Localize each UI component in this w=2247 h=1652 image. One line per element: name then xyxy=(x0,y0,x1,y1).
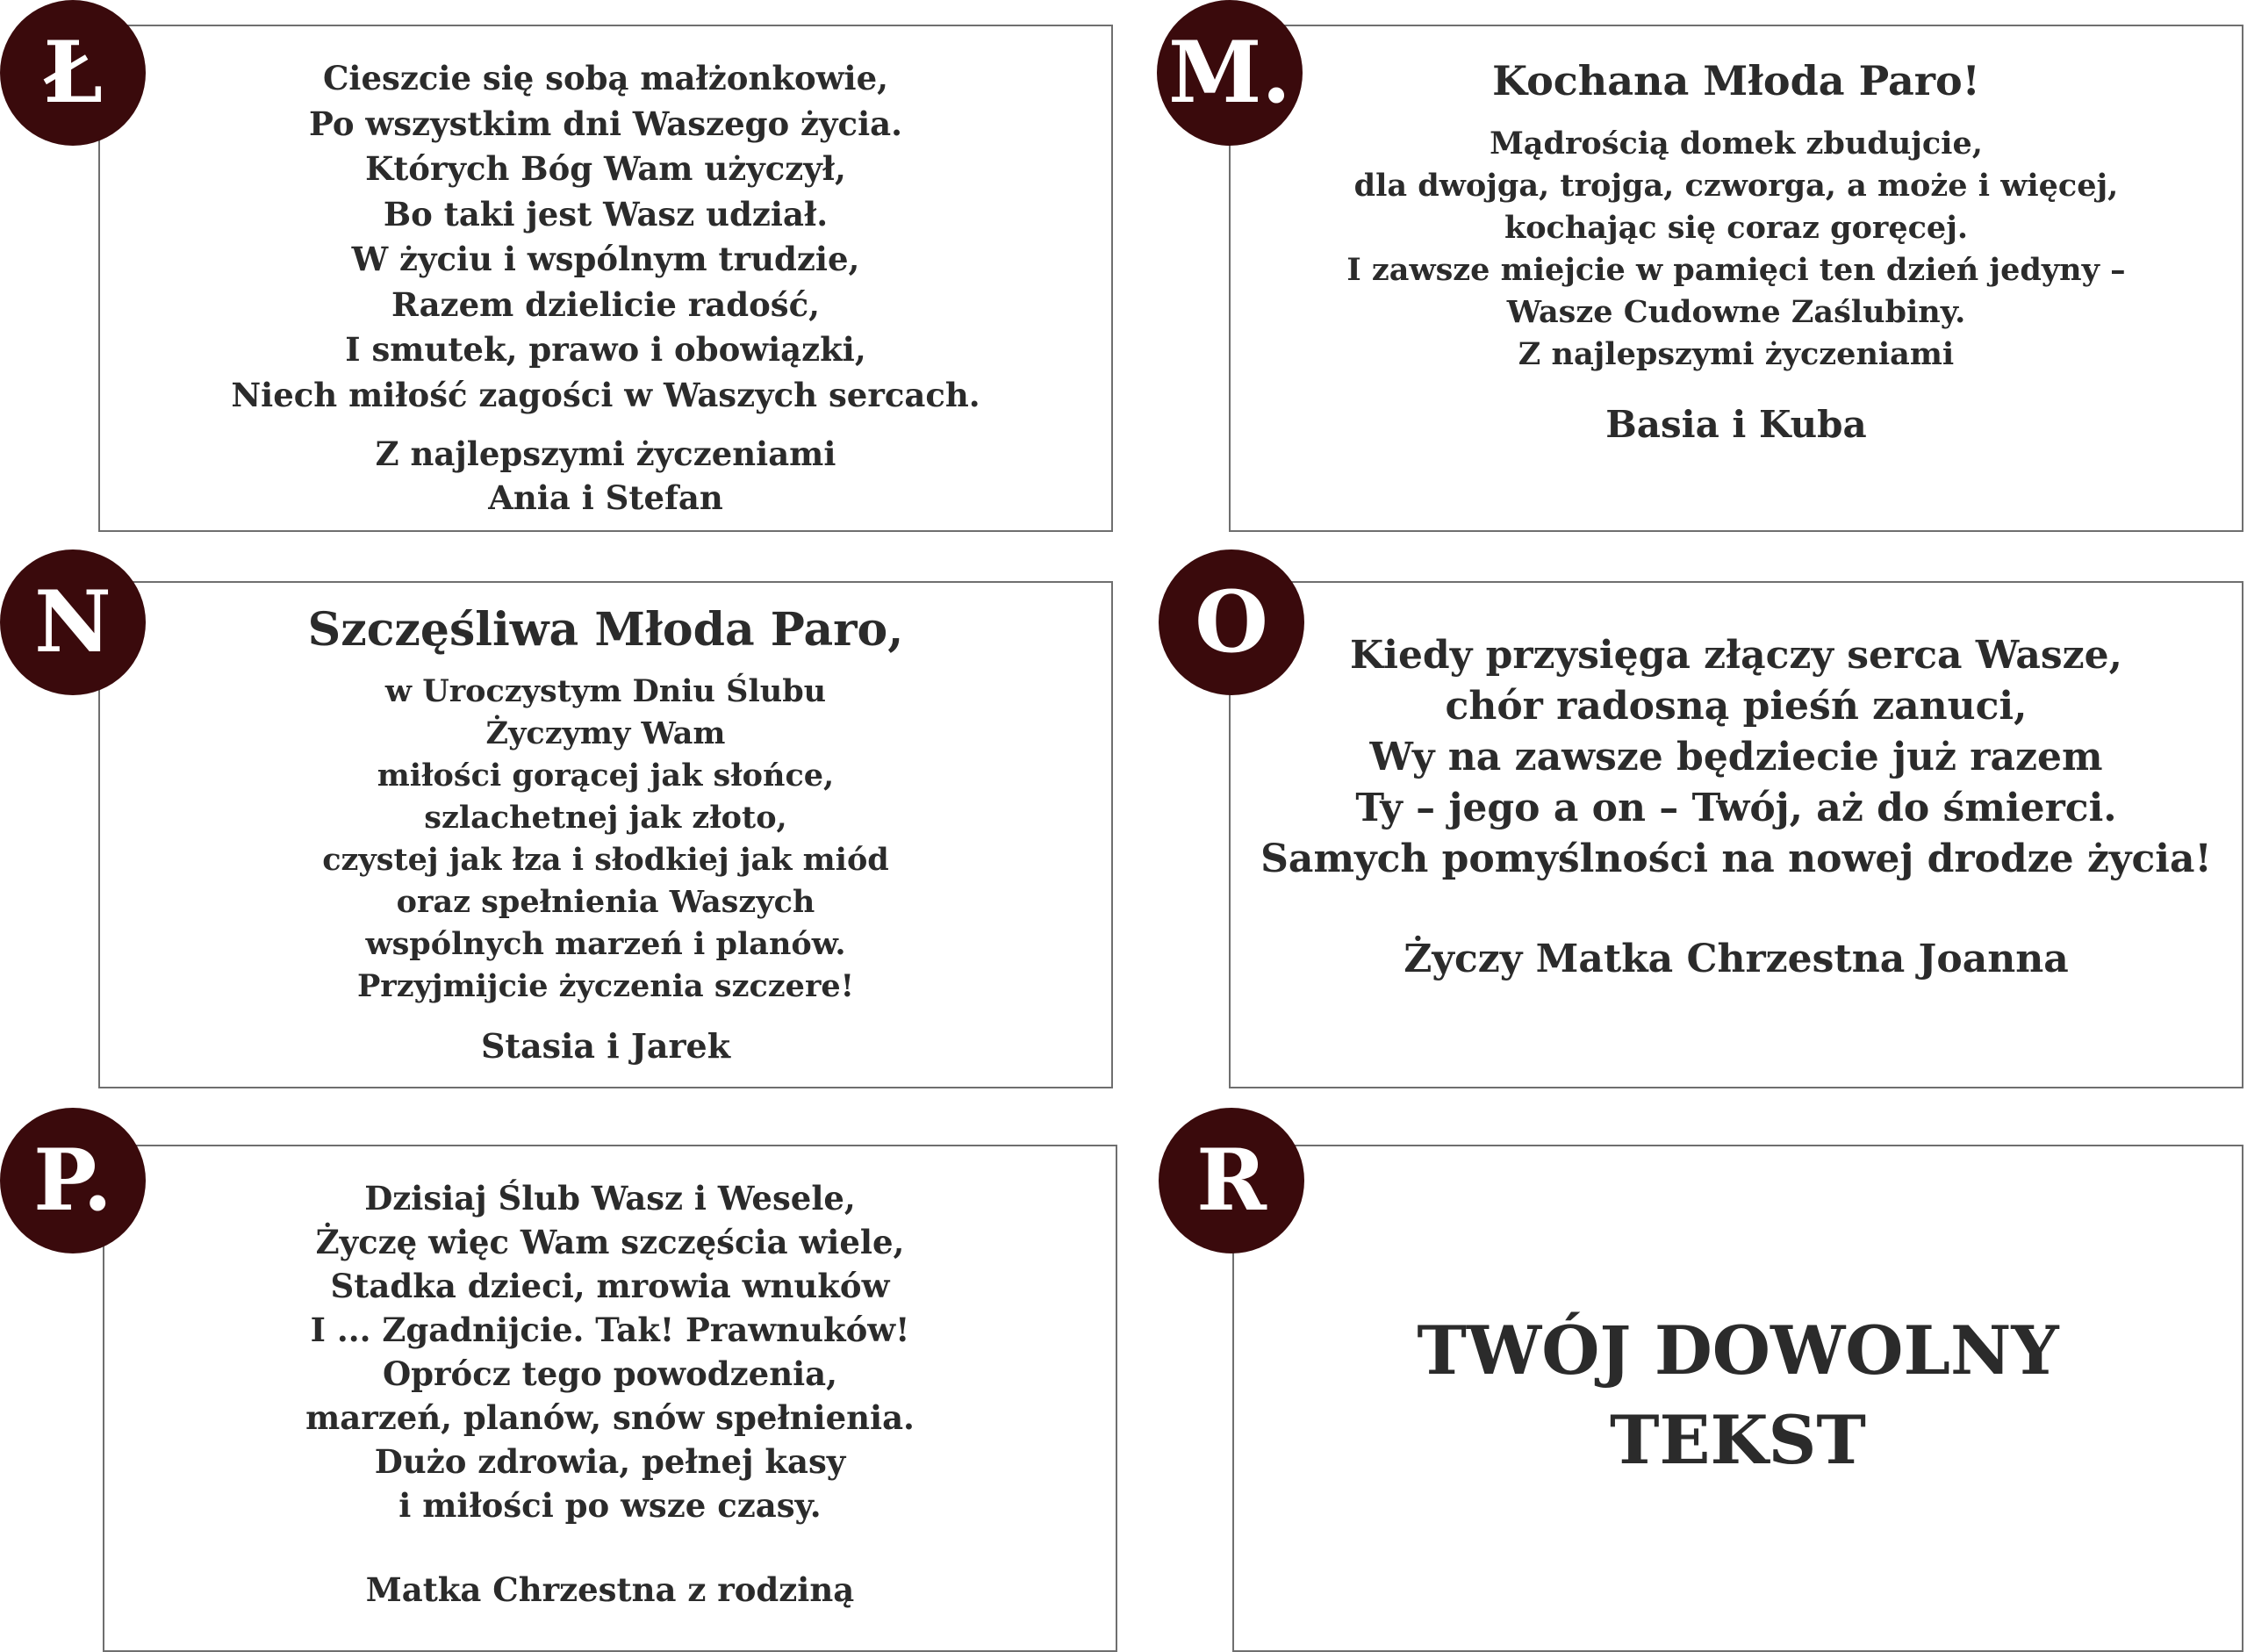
custom-text-line: TEKST xyxy=(1610,1401,1866,1479)
verse-line: i miłości po wsze czasy. xyxy=(398,1486,822,1525)
card-p-verse xyxy=(305,1176,915,1527)
verse-line: miłości gorącej jak słońce, xyxy=(377,758,835,794)
verse-line: Przyjmijcie życzenia szczere! xyxy=(356,968,855,1004)
card-o-signature xyxy=(1403,934,2068,985)
card-option-p[interactable] xyxy=(103,1145,1117,1652)
signature-line: Stasia i Jarek xyxy=(480,1026,731,1066)
verse-line: chór radosną pieśń zanuci, xyxy=(1445,684,2028,729)
verse-line: czystej jak łza i słodkiej jak miód xyxy=(322,842,889,878)
verse-line: Bo taki jest Wasz udział. xyxy=(383,194,829,233)
card-n-signature xyxy=(481,1024,730,1069)
card-option-m[interactable] xyxy=(1229,25,2243,532)
card-o-verse xyxy=(1260,630,2212,885)
verse-line: kochając się coraz goręcej. xyxy=(1504,210,1969,246)
signature-line: Basia i Kuba xyxy=(1605,403,1867,446)
badge-letter-o: O xyxy=(1159,549,1304,695)
verse-line: I smutek, prawo i obowiązki, xyxy=(345,330,866,369)
signature-line: Matka Chrzestna z rodziną xyxy=(365,1570,855,1609)
verse-line: oraz spełnienia Waszych xyxy=(396,884,815,920)
verse-line: Razem dzielicie radość, xyxy=(391,284,820,324)
verse-line: w Uroczystym Dniu Ślubu xyxy=(384,673,827,709)
verse-line: Dużo zdrowia, pełnej kasy xyxy=(374,1442,846,1481)
verse-line: Cieszcie się sobą małżonkowie, xyxy=(322,59,888,97)
verse-line: Wasze Cudowne Zaślubiny. xyxy=(1506,294,1966,330)
card-n-verse xyxy=(322,671,889,1008)
verse-line: Stadka dzieci, mrowia wnuków xyxy=(330,1267,890,1305)
card-n-title: Szczęśliwa Młoda Paro, xyxy=(307,603,904,657)
card-l-signature xyxy=(376,432,836,520)
card-m-title: Kochana Młoda Paro! xyxy=(1492,57,1980,104)
badge-letter-p: P. xyxy=(0,1108,146,1253)
signature-line: Z najlepszymi życzeniami xyxy=(375,435,836,473)
verse-line: I ... Zgadnijcie. Tak! Prawnuków! xyxy=(310,1311,910,1349)
verse-line: Niech miłość zagości w Waszych sercach. xyxy=(231,375,980,414)
verse-line: Których Bóg Wam użyczył, xyxy=(365,149,846,188)
verse-line: Oprócz tego powodzenia, xyxy=(382,1354,838,1393)
card-m-verse xyxy=(1346,123,2125,376)
card-option-r[interactable] xyxy=(1232,1145,2243,1652)
verse-line: Życzę więc Wam szczęścia wiele, xyxy=(315,1223,905,1261)
card-l-verse xyxy=(231,56,980,418)
verse-line: dla dwojga, trojga, czworga, a może i więcej, xyxy=(1353,168,2119,204)
card-option-l[interactable] xyxy=(98,25,1113,532)
verse-line: szlachetnej jak złoto, xyxy=(424,800,787,836)
verse-line: Kiedy przysięga złączy serca Wasze, xyxy=(1349,633,2122,678)
verse-line: W życiu i wspólnym trudzie, xyxy=(351,240,860,278)
verse-line: I zawsze miejcie w pamięci ten dzień jedyny – xyxy=(1346,252,2126,288)
card-r-custom-text xyxy=(1417,1306,2058,1485)
card-option-n[interactable] xyxy=(98,581,1113,1088)
verse-line: Ty – jego a on – Twój, aż do śmierci. xyxy=(1355,786,2117,830)
verse-line: Mądrością domek zbudujcie, xyxy=(1490,126,1983,162)
badge-letter-r: R xyxy=(1159,1108,1304,1253)
badge-letter-n: N xyxy=(0,549,146,695)
signature-line: Ania i Stefan xyxy=(488,478,723,517)
verse-line: Z najlepszymi życzeniami xyxy=(1518,336,1955,372)
badge-letter-m: M. xyxy=(1157,0,1303,146)
verse-line: Życzymy Wam xyxy=(485,715,726,751)
verse-line: Wy na zawsze będziecie już razem xyxy=(1369,735,2103,779)
card-p-signature xyxy=(366,1568,854,1612)
custom-text-line: TWÓJ DOWOLNY xyxy=(1417,1311,2059,1390)
verse-line: marzeń, planów, snów spełnienia. xyxy=(305,1398,915,1437)
verse-line: Samych pomyślności na nowej drodze życia! xyxy=(1260,837,2212,881)
signature-line: Życzy Matka Chrzestna Joanna xyxy=(1403,937,2069,981)
badge-letter-l: Ł xyxy=(0,0,146,146)
verse-line: Dzisiaj Ślub Wasz i Wesele, xyxy=(364,1179,856,1217)
verse-line: wspólnych marzeń i planów. xyxy=(365,926,846,962)
verse-line: Po wszystkim dni Waszego życia. xyxy=(308,104,902,143)
card-option-o[interactable] xyxy=(1229,581,2243,1088)
card-m-signature xyxy=(1605,399,1866,451)
